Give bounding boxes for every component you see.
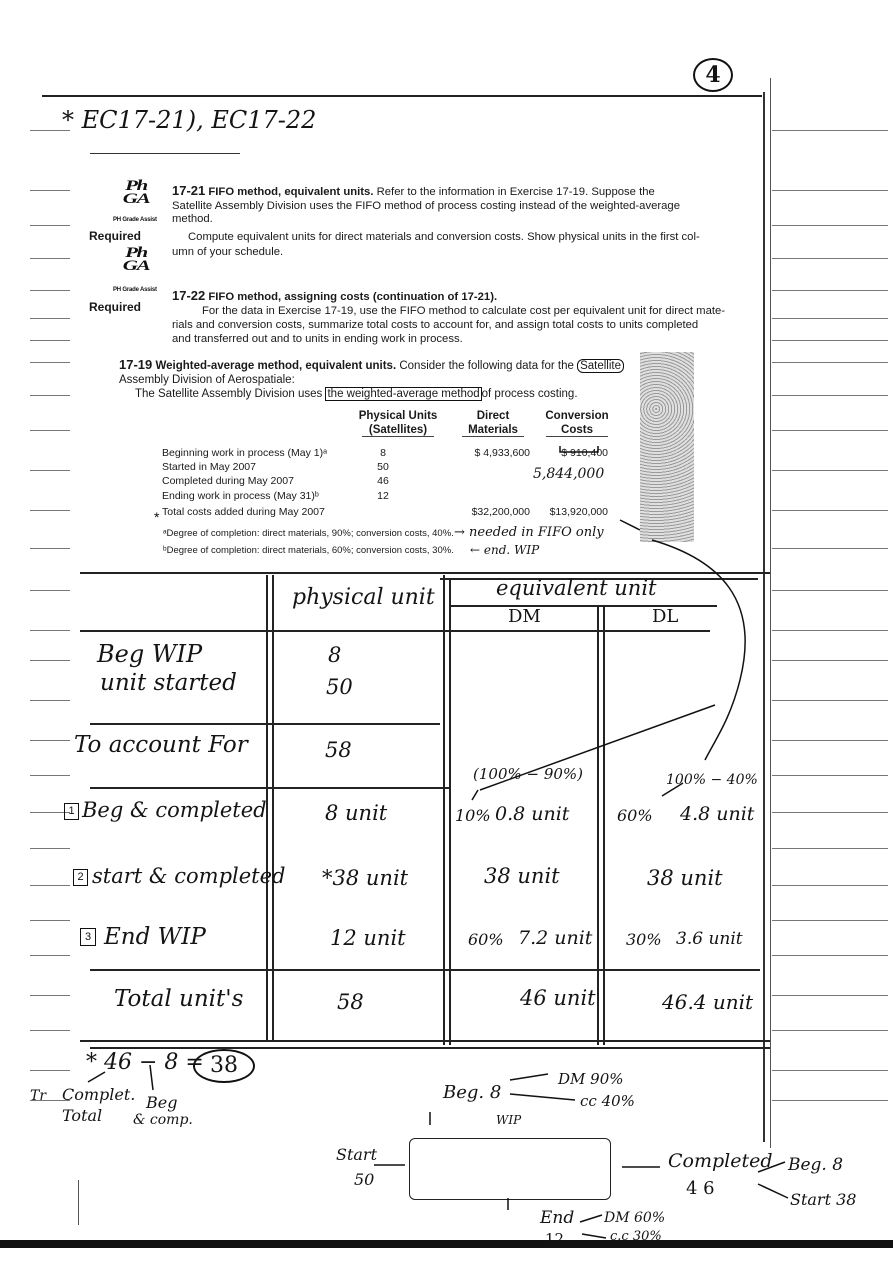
row-start-completed-dl: 38 unit [647, 866, 723, 890]
hand-total-conversion: 5,844,000 [533, 466, 605, 482]
row-num-box: 3 [80, 928, 96, 946]
ph-grade-assist-icon: Ph GA [122, 178, 150, 207]
col-header-dm: Direct Materials [468, 410, 518, 436]
header-note: * EC17-21), EC17-22 [62, 106, 317, 134]
header-dl: DL [652, 606, 679, 627]
ex19-row-units: 46 [377, 475, 389, 487]
exercise-required-text: Compute equivalent units for direct materials and conversion costs. Show physical units in the first col- umn of your schedule. [172, 231, 700, 258]
note-end-wip: ← end. WIP [470, 543, 540, 557]
exercise-17-19: 17-19 Weighted-average method, equivalent units. Consider the following data for the Satellite Assembly Division of Aerospatiale: The Satellite Assembly Division uses the weighted-average method of process costing. [119, 358, 679, 401]
exercise-text: method. [172, 213, 213, 225]
row-end-wip-dl: 3.6 unit [676, 929, 743, 949]
note-12: 12 [545, 1230, 565, 1248]
exercise-text: Refer to the information in Exercise 17-19. Suppose the [376, 186, 655, 198]
exercise-text: Satellite Assembly Division uses the FIFO method of process costing instead of the weighted-average [172, 199, 680, 212]
exercise-title: FIFO method, assigning costs (continuation of 17-21). [208, 291, 498, 303]
satellite-circled: Satellite [577, 359, 624, 373]
required-label: Required [89, 229, 142, 243]
col-header-physical: Physical Units (Satellites) [358, 410, 438, 436]
exercise-number: 17-22 [172, 288, 206, 303]
ex19-row-label: Completed during May 2007 [162, 475, 294, 487]
note-tr: Tr [30, 1088, 47, 1104]
ex19-row-dm: $32,200,000 [471, 506, 530, 518]
note-completed: Completed [668, 1150, 773, 1172]
page-number: 4 [693, 58, 733, 92]
row-num-box: 2 [73, 869, 88, 886]
exercise-title: FIFO method, equivalent units. [208, 186, 374, 198]
note-comp: & comp. [133, 1112, 193, 1128]
note-dm90: DM 90% [558, 1070, 624, 1088]
ph-grade-assist-label: PH Grade Assist [113, 217, 157, 223]
ex19-row-label: Total costs added during May 2007 [162, 506, 325, 518]
row-beg-completed-dm-pct: 10% [455, 806, 491, 825]
note-50: 50 [354, 1170, 375, 1189]
row-account-phys: 58 [325, 738, 352, 762]
row-beg-completed-dm: 0.8 unit [495, 803, 570, 825]
note-fifo-only: → needed in FIFO only [454, 525, 604, 540]
exercise-17-22: 17-22 FIFO method, assigning costs (continuation of 17-21). For the data in Exercise 17-19, use the FIFO method to calculate cost per equivalent unit for direct mate- rials and conversion costs, summarize total costs to account for, and assign total costs to units completed and transferred out and to units in ending work in process. [172, 288, 726, 345]
row-num-box: 1 [64, 803, 79, 820]
note-start: Start [336, 1145, 378, 1164]
ex19-row-units: 50 [377, 461, 389, 473]
ex19-row-cc: $ 910,400 [561, 447, 608, 459]
row-beg-completed-phys: 8 unit [325, 801, 388, 825]
footnote-a: ᵃDegree of completion: direct materials, 90%; conversion costs, 40%. [163, 528, 454, 539]
note-cc30: c.c 30% [610, 1229, 662, 1244]
note-cc40: cc 40% [580, 1092, 635, 1110]
row-start-completed-phys: *38 unit [322, 866, 409, 890]
row-start-completed-label: start & completed [92, 864, 286, 888]
row-beg-wip-phys: 8 [328, 643, 342, 667]
row-end-wip-label: End WIP [104, 924, 206, 950]
header-equivalent-unit: equivalent unit [496, 576, 657, 600]
row-total-phys: 58 [337, 990, 364, 1014]
ex19-row-cc: $13,920,000 [549, 506, 608, 518]
note-wip: WIP [496, 1113, 522, 1127]
row-started-phys: 50 [326, 675, 353, 699]
row-started-label: unit started [100, 670, 237, 696]
row-end-wip-dm: 7.2 unit [518, 927, 593, 949]
note-total: Total [62, 1106, 103, 1125]
note-complet: Complet. [62, 1085, 136, 1104]
required-label: Required [89, 300, 142, 314]
note-end: End [540, 1208, 575, 1228]
row-beg-completed-label: Beg & completed [82, 798, 267, 822]
calc-result-circled: 38 [193, 1049, 255, 1083]
ph-grade-assist-icon: Ph GA [122, 245, 150, 274]
row-beg-completed-dl: 4.8 unit [680, 803, 755, 825]
row-total-dl: 46.4 unit [662, 990, 754, 1014]
total-marker: * [154, 509, 160, 525]
annotation-dm: (100% − 90%) [473, 765, 584, 783]
exercise-title: Weighted-average method, equivalent units. [155, 360, 397, 372]
note-dm60: DM 60% [604, 1210, 666, 1226]
row-beg-completed-dl-pct: 60% [617, 806, 653, 825]
weighted-average-boxed: the weighted-average method [327, 388, 480, 400]
note-beg8-b: Beg. 8 [788, 1155, 844, 1175]
exercise-number: 17-21 [172, 183, 206, 198]
ex19-row-label: Started in May 2007 [162, 461, 256, 473]
row-start-completed-dm: 38 unit [484, 864, 560, 888]
row-end-wip-dl-pct: 30% [626, 930, 662, 949]
ex19-row-label: Beginning work in process (May 1)ᵃ [162, 447, 327, 459]
row-beg-wip-label: Beg WIP [97, 640, 203, 668]
ex19-row-units: 12 [377, 490, 389, 502]
note-beg: Beg [146, 1093, 178, 1112]
note-46: 4 6 [686, 1178, 715, 1199]
ex19-row-units: 8 [380, 447, 386, 459]
ex19-row-label: Ending work in process (May 31)ᵇ [162, 490, 319, 502]
header-physical-unit: physical unit [292, 585, 435, 610]
row-total-label: Total unit's [114, 986, 244, 1012]
row-account-label: To account For [74, 732, 248, 758]
ph-grade-assist-label: PH Grade Assist [113, 287, 157, 293]
row-total-dm: 46 unit [520, 986, 596, 1010]
calc-note: * 46 − 8 = [86, 1050, 204, 1075]
note-start38: Start 38 [790, 1190, 857, 1209]
ex19-row-dm: $ 4,933,600 [474, 447, 530, 459]
exercise-number: 17-19 [119, 357, 153, 372]
row-end-wip-dm-pct: 60% [468, 930, 504, 949]
col-header-cc: Conversion Costs [545, 410, 609, 436]
footnote-b: ᵇDegree of completion: direct materials, 60%; conversion costs, 30%. [163, 545, 454, 556]
header-dm: DM [508, 606, 541, 627]
annotation-dl: 100% − 40% [666, 772, 758, 788]
note-beg8: Beg. 8 [443, 1082, 502, 1103]
row-end-wip-phys: 12 unit [330, 926, 406, 950]
